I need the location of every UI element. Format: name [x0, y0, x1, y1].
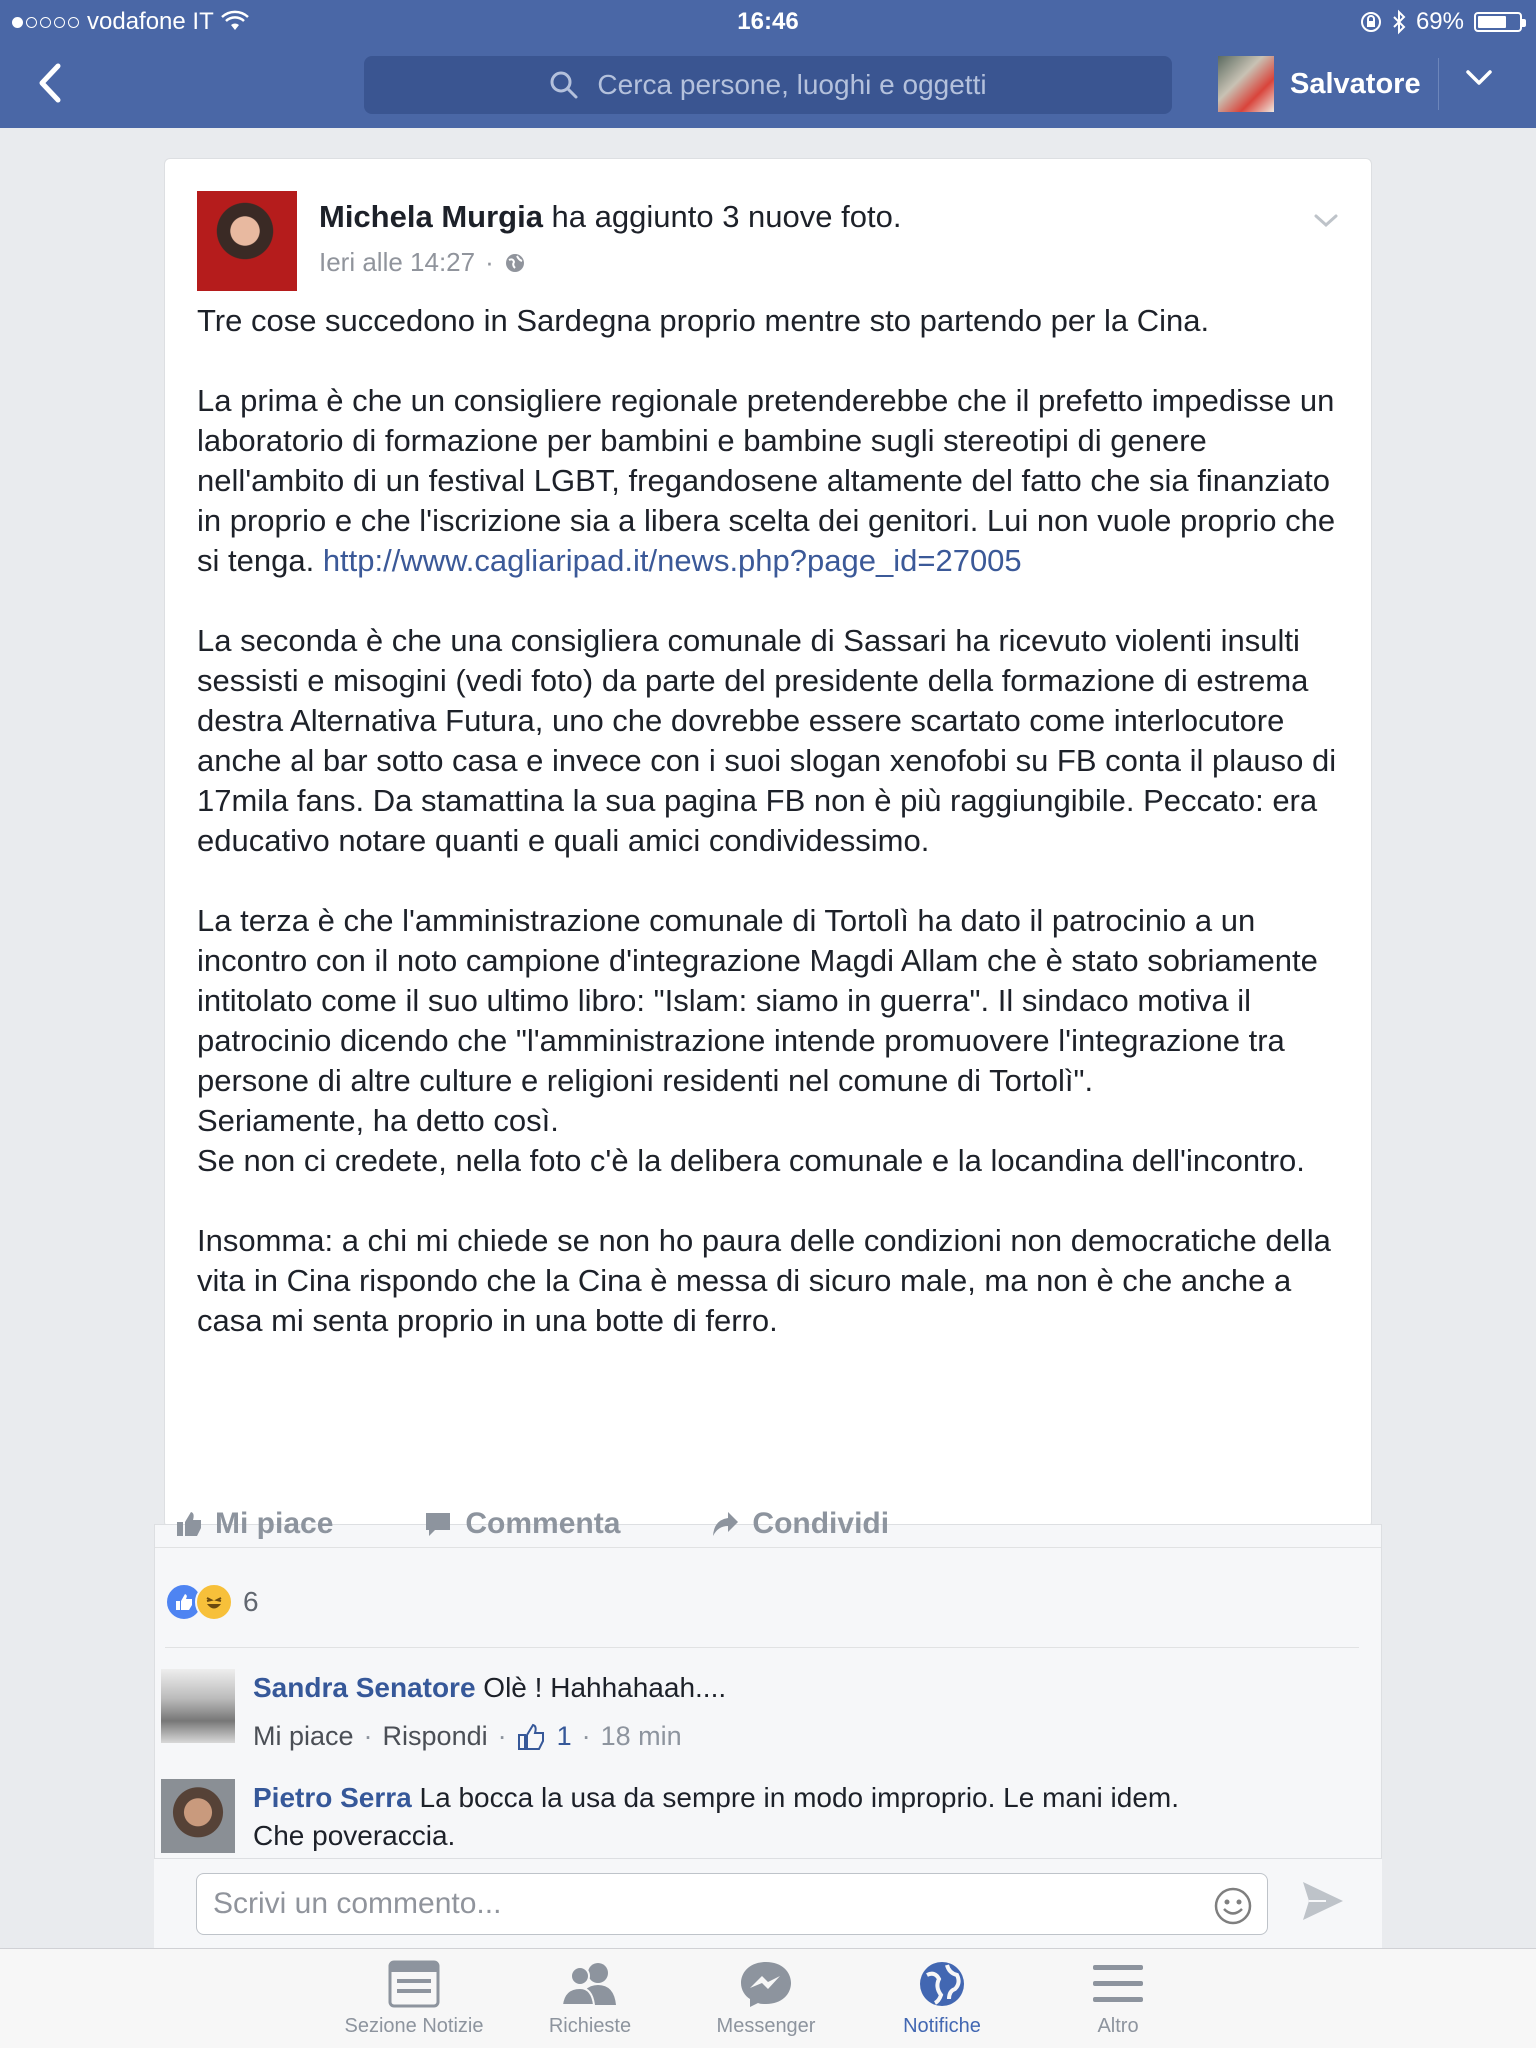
commenter-name[interactable]: Pietro Serra: [253, 1782, 412, 1813]
reactions-summary[interactable]: [165, 1583, 259, 1621]
comment-content: La bocca la usa da sempre in modo improprio. Le mani idem.: [411, 1782, 1180, 1813]
post-paragraph: [197, 901, 1347, 1101]
emoji-icon[interactable]: [1213, 1886, 1253, 1926]
nav-divider: [1438, 58, 1439, 110]
post-timestamp[interactable]: Ieri alle 14:27: [319, 247, 476, 277]
comment-meta: [253, 1721, 726, 1752]
news-feed-icon: [387, 1959, 441, 2009]
search-placeholder: Cerca persone, luoghi e oggetti: [597, 69, 987, 100]
clock: 16:46: [737, 8, 799, 35]
post-paragraph: Seriamente, ha detto così.: [197, 1103, 559, 1138]
post-actions: [175, 1507, 889, 1541]
comment-content: Olè ! Hahhahaah....: [475, 1672, 727, 1703]
comment-button[interactable]: [423, 1507, 620, 1541]
author-avatar[interactable]: [197, 191, 297, 291]
tab-news-feed[interactable]: [324, 1959, 504, 2038]
tab-notifications[interactable]: [852, 1959, 1032, 2038]
comment-content-line2: Che poveraccia.: [253, 1820, 456, 1851]
like-button[interactable]: [175, 1507, 333, 1541]
comment-time: 18 min: [600, 1721, 682, 1751]
bluetooth-icon: [1392, 10, 1406, 34]
thumbs-up-icon: [175, 1510, 203, 1538]
comment-composer: [154, 1858, 1382, 1948]
meta-separator: ·: [497, 1721, 507, 1751]
carrier-label: vodafone IT: [87, 8, 214, 35]
post-paragraph: [197, 381, 1347, 581]
tab-messenger[interactable]: [676, 1959, 856, 2038]
tab-label: Notifiche: [903, 2015, 981, 2037]
comment-input[interactable]: [196, 1873, 1268, 1935]
post-paragraph: Se non ci credete, nella foto c'è la delibera comunale e la locandina dell'incontro.: [197, 1143, 1305, 1178]
comment-text: [253, 1669, 726, 1707]
tab-more[interactable]: [1028, 1959, 1208, 2038]
comment-reply-link[interactable]: Rispondi: [382, 1721, 488, 1751]
commenter-avatar[interactable]: [161, 1669, 235, 1743]
author-name[interactable]: Michela Murgia: [319, 199, 543, 234]
rotation-lock-icon: [1360, 11, 1382, 33]
meta-separator: ·: [363, 1721, 373, 1751]
post-card: [164, 158, 1372, 1528]
share-button[interactable]: [710, 1507, 889, 1541]
status-bar: [0, 0, 1536, 42]
post-paragraph: Tre cose succedono in Sardegna proprio mentre sto partendo per la Cina.: [197, 303, 1210, 338]
search-input[interactable]: [364, 56, 1172, 114]
post-paragraph-text: La prima è che un consigliere regionale pretenderebbe che il prefetto impedisse un laboratorio di formazione per bambini e bambine sugli stereotipi di genere nell'ambito di un festival LGBT, fregandosene altamente del fatto che sia finanziato in proprio e che l'iscrizione sia a libera scelta dei genitori. Lui non vuole proprio che si tenga.: [197, 383, 1336, 578]
tab-friend-requests[interactable]: [500, 1959, 680, 2038]
menu-icon: [1091, 1959, 1145, 2009]
share-label: Condividi: [752, 1507, 890, 1540]
comment-icon: [423, 1510, 453, 1538]
like-label: Mi piace: [215, 1507, 334, 1540]
thumbs-up-icon: [517, 1723, 547, 1751]
commenter-avatar[interactable]: [161, 1779, 235, 1853]
post-body: [197, 301, 1347, 1381]
messenger-icon: [738, 1959, 794, 2009]
search-icon: [549, 70, 579, 100]
comment-like-link[interactable]: Mi piace: [253, 1721, 354, 1751]
post-action: ha aggiunto 3 nuove foto.: [542, 199, 902, 234]
comment-text: [253, 1779, 1179, 1817]
avatar: [1218, 56, 1274, 112]
haha-reaction-icon: [195, 1583, 233, 1621]
meta-separator: ·: [485, 247, 494, 277]
tab-label: Altro: [1097, 2015, 1139, 2037]
comment-item: [161, 1669, 726, 1752]
globe-icon: [504, 252, 526, 274]
post-paragraph-text: La terza è che l'amministrazione comunale di Tortolì ha dato il patrocinio a un incontro con il noto campione d'integrazione Magdi Allam che è stato sobriamente intitolato come il suo ultimo libro: "Islam: siamo in guerra". Il sindaco motiva il patrocinio dicendo che "l'amministrazione intende promuovere l'integrazione tra persone di altre culture e religioni residenti nel comune di Tortolì".: [197, 903, 1318, 1098]
post-paragraph: La seconda è che una consigliera comunale di Sassari ha ricevuto violenti insulti sessisti e misogini (vedi foto) da parte del presidente della formazione di estrema destra Alternativa Futura, uno che dovrebbe essere scartato come interlocutore anche al bar sotto casa e invece con i suoi slogan xenofobi su FB conta il plauso di 17mila fans. Da stamattina la sua pagina FB non è più raggiungibile. Peccato: era educativo notare quanti e quali amici condividessimo.: [197, 623, 1337, 858]
divider: [165, 1647, 1359, 1648]
reactions-count: 6: [243, 1586, 259, 1617]
top-bar: [0, 0, 1536, 128]
share-icon: [710, 1510, 740, 1538]
globe-icon: [915, 1959, 969, 2009]
tab-label: Richieste: [548, 2015, 632, 2037]
commenter-name[interactable]: Sandra Senatore: [253, 1672, 476, 1703]
back-icon[interactable]: [30, 58, 70, 108]
meta-separator: ·: [581, 1721, 591, 1751]
post-header: [319, 199, 901, 235]
profile-name: Salvatore: [1290, 67, 1421, 100]
bottom-tab-bar: [0, 1948, 1536, 2048]
comment-like-count: 1: [556, 1721, 572, 1751]
chevron-down-icon[interactable]: [1464, 68, 1494, 88]
tab-label: Sezione Notizie: [344, 2015, 484, 2037]
post-options-chevron-icon[interactable]: [1313, 213, 1339, 229]
friends-icon: [560, 1959, 620, 2009]
post-meta: [319, 247, 526, 278]
comment-label: Commenta: [465, 1507, 621, 1540]
post-paragraph: Insomma: a chi mi chiede se non ho paura delle condizioni non democratiche della vita in Cina rispondo che la Cina è messa di sicuro male, ma non è che anche a casa mi senta proprio in una botte di ferro.: [197, 1223, 1331, 1338]
send-icon[interactable]: [1300, 1879, 1346, 1923]
profile-button[interactable]: [1218, 56, 1421, 112]
comment-item: [161, 1779, 1179, 1855]
comment-placeholder: Scrivi un commento...: [213, 1887, 502, 1920]
battery-percent: 69%: [1415, 8, 1464, 35]
battery-icon: [1474, 12, 1522, 32]
post-link[interactable]: http://www.cagliaripad.it/news.php?page_id=27005: [322, 543, 1022, 578]
tab-label: Messenger: [716, 2015, 816, 2037]
divider: [155, 1547, 1381, 1548]
